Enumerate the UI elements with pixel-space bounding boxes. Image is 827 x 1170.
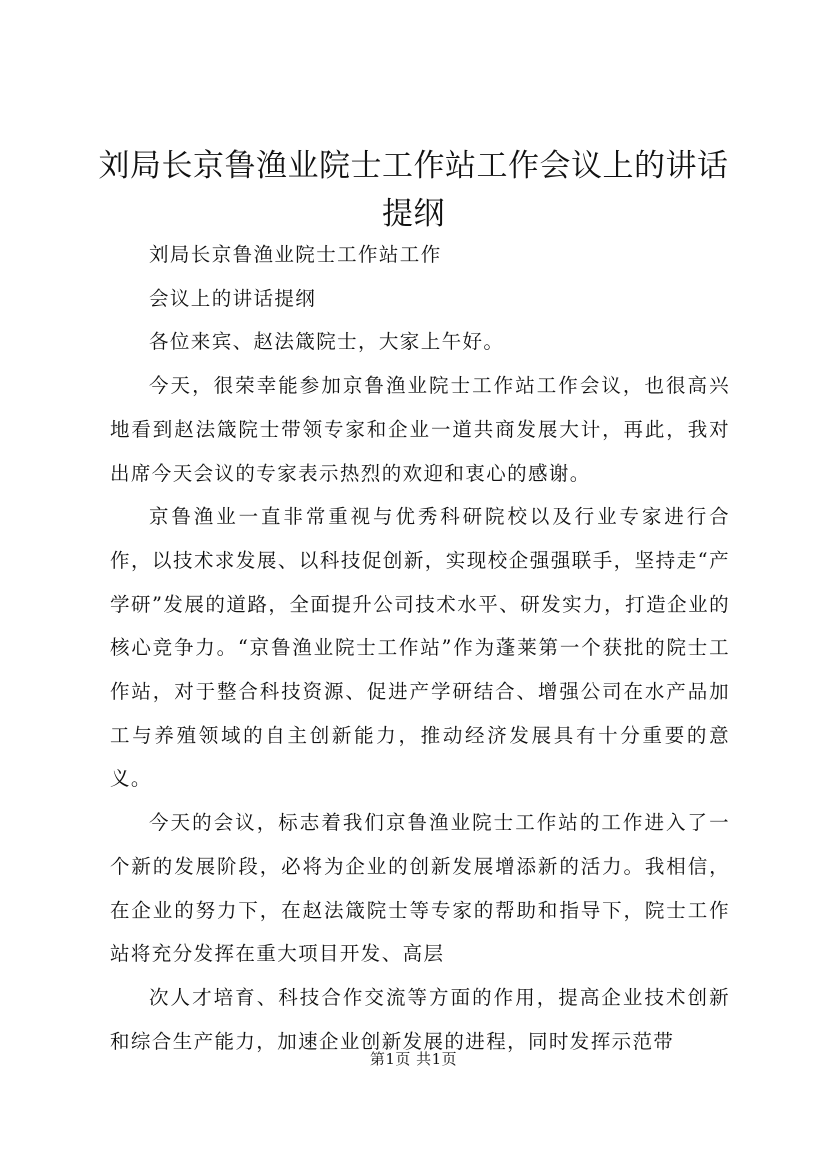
paragraph: 各位来宾、赵法箴院士，大家上午好。 <box>149 330 505 354</box>
paragraph: 京鲁渔业一直非常重视与优秀科研院校以及行业专家进行合作，以技术求发展、以科技促创新，实现校企强强联手，坚持走“产学研”发展的道路，全面提升公司技术水平、研发实力，打造企业的核心竞争力。“京鲁渔业院士工作站”作为蓬莱第一个获批的院士工作站，对于整合科技资源、促进产学研结合、增强公司在水产品加工与养殖领域的自主创新能力，推动经济发展具有十分重要的意义。 <box>110 505 730 791</box>
title-line-1: 刘局长京鲁渔业院士工作站工作会议上的讲话 <box>98 148 729 184</box>
title-line-2: 提纲 <box>382 196 445 232</box>
document-body <box>110 233 730 1063</box>
page-footer: 第1页 共1页 <box>369 1050 458 1068</box>
paragraph: 今天的会议，标志着我们京鲁渔业院士工作站的工作进入了一个新的发展阶段，必将为企业的创新发展增添新的活力。我相信，在企业的努力下，在赵法箴院士等专家的帮助和指导下，院士工作站将充分发挥在重大项目开发、高层 <box>110 811 730 966</box>
paragraph: 会议上的讲话提纲 <box>149 286 317 310</box>
paragraph: 今天，很荣幸能参加京鲁渔业院士工作站工作会议，也很高兴地看到赵法箴院士带领专家和企业一道共商发展大计，再此，我对出席今天会议的专家表示热烈的欢迎和衷心的感谢。 <box>110 374 730 485</box>
document-title <box>60 142 767 238</box>
paragraph: 次人才培育、科技合作交流等方面的作用，提高企业技术创新和综合生产能力，加速企业创新发展的进程，同时发挥示范带 <box>110 985 730 1053</box>
paragraph: 刘局长京鲁渔业院士工作站工作 <box>149 243 442 266</box>
